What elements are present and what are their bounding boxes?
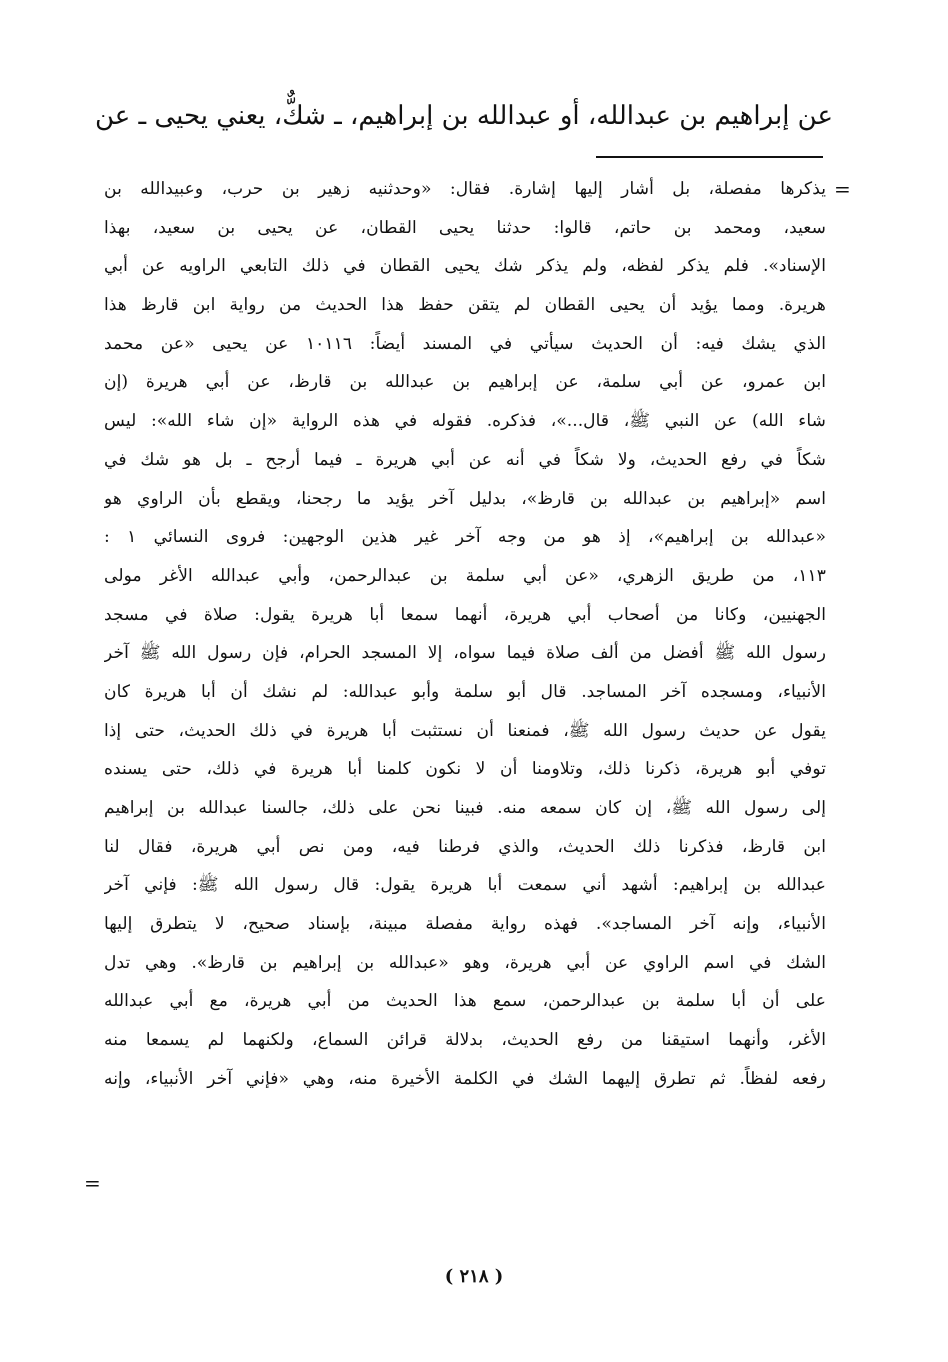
footnote-line: إلى رسول الله ﷺ، إن كان سمعه منه. فبينا نحن على ذلك، جالسنا عبدالله بن إبراهيم xyxy=(104,798,826,818)
footnote-line: الأغر، وأنهما استيقنا من رفع الحديث، بدلالة قرائن السماع، ولكنهما لم يسمعا منه xyxy=(104,1030,826,1051)
footnote-line: ابن قارظ، فذكرنا ذلك الحديث، والذي فرطنا فيه، ومن نص أبي هريرة، فقال لنا xyxy=(104,836,826,857)
footnote-line: رفعه لفظاً. ثم تطرق إليهما الشك في الكلمة الأخيرة منه، وهي «فإني آخر الأنبياء، وإنه xyxy=(104,1068,826,1089)
footnote-line: الأنبياء، وإنه آخر المساجد». فهذه رواية مفصلة مبينة، بإسناد صحيح، لا يتطرق إليها xyxy=(104,914,826,935)
footnote-line: ابن عمرو، عن أبي سلمة، عن إبراهيم بن عبدالله بن قارظ، عن أبي هريرة (إن xyxy=(104,372,826,393)
footnote-line: توفي أبو هريرة، ذكرنا ذلك، وتلاومنا أن لا نكون كلمنا أبا هريرة في ذلك، حتى يسنده xyxy=(104,759,826,780)
page-number: ( ٢١٨ ) xyxy=(444,1266,504,1287)
footnote-line: على أن أبا سلمة بن عبدالرحمن، سمع هذا الحديث من أبي هريرة، مع أبي عبدالله xyxy=(104,991,826,1012)
footnote-line: الإسناد». فلم يذكر لفظه، ولم يذكر شك يحيى القطان في ذلك التابعي الراويه عن أبي xyxy=(104,256,826,277)
footnote-line: شاء الله) عن النبي ﷺ، قال...»، فذكره. فقوله في هذه الرواية «إن شاء الله»: ليس xyxy=(104,411,826,432)
footnote-line: الشك في اسم الراوي عن أبي هريرة، وهو «عبدالله بن إبراهيم بن قارظ». وهي تدل xyxy=(104,952,826,973)
footnote-separator xyxy=(596,156,823,158)
footnote-line: «عبدالله بن إبراهيم»، إذ هو من وجه آخر غير هذين الوجهين: فروى النسائي ١ : xyxy=(104,527,826,548)
main-text-line: عن إبراهيم بن عبدالله، أو عبدالله بن إبراهيم، ـ شكٌّ، يعني يحيى ـ عن xyxy=(94,101,833,131)
footnote-line: ١١٣، من طريق الزهري، «عن أبي سلمة بن عبدالرحمن، وأبي عبدالله الأغر مولى xyxy=(104,565,826,586)
footnote-line: شكاً في رفع الحديث، ولا شكاً في أنه عن أبي هريرة ـ فيما أرجح ـ بل هو شك في xyxy=(104,449,826,470)
footnote-line: سعيد، ومحمد بن حاتم، قالوا: حدثنا يحيى القطان، عن يحيى بن سعيد، بهذا xyxy=(104,217,826,238)
footnote-block xyxy=(104,170,826,1099)
continuation-mark-end: = xyxy=(84,1171,101,1195)
footnote-line: اسم «إبراهيم بن عبدالله بن قارظ»، بدليل آخر يؤيد ما رجحنا، ويقطع بأن الراوي هو xyxy=(104,488,826,509)
footnote-line: الأنبياء، ومسجده آخر المساجد. قال أبو سلمة وأبو عبدالله: لم نشك أن أبا هريرة كان xyxy=(104,681,826,702)
footnote-line: الذي يشك فيه: أن الحديث سيأتي في المسند أيضاً: ١٠١١٦ عن يحيى «عن محمد xyxy=(104,333,826,354)
footnote-line: يقول عن حديث رسول الله ﷺ، فمنعنا أن نستثبت أبا هريرة في ذلك الحديث، حتى إذا xyxy=(104,720,826,741)
footnote-line: عبدالله بن إبراهيم: أشهد أني سمعت أبا هريرة يقول: قال رسول الله ﷺ: فإني آخر xyxy=(104,875,826,896)
footnote-line: يذكرها مفصلة، بل أشار إليها إشارة. فقال: «وحدثنيه زهير بن حرب، وعبيدالله بن xyxy=(104,179,826,199)
continuation-mark-start: = xyxy=(834,177,851,201)
footnote-line: الجهنيين، وكانا من أصحاب أبي هريرة، أنهما سمعا أبا هريرة يقول: صلاة في مسجد xyxy=(104,604,826,625)
footnote-line: رسول الله ﷺ أفضل من ألف صلاة فيما سواه، إلا المسجد الحرام، فإن رسول الله ﷺ آخر xyxy=(104,643,826,664)
footnote-line: هريرة. ومما يؤيد أن يحيى القطان لم يتقن حفظ هذا الحديث من رواية ابن قارظ هذا xyxy=(104,295,826,316)
